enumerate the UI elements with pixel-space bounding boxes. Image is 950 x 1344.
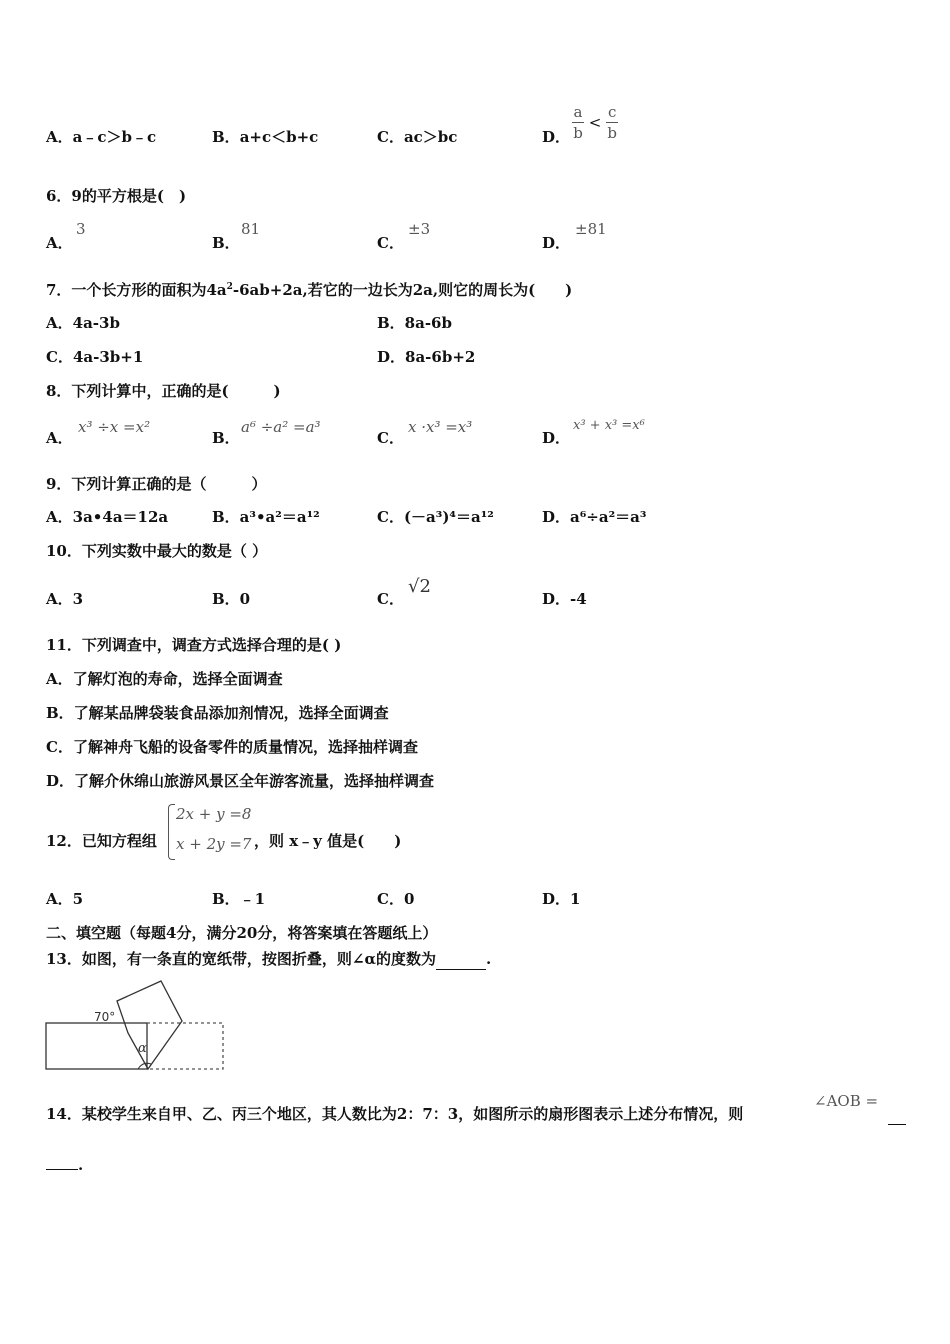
q10-option-c-math: √2 [408,576,431,597]
q11-option-d: D．了解介休绵山旅游风景区全年游客流量，选择抽样调查 [46,772,435,790]
q7-option-a: A．4a-3b [46,314,120,332]
q8-stem: 8．下列计算中，正确的是( ) [46,382,281,400]
q14-math: ∠AOB = [814,1092,879,1110]
q8-option-a-label: A． [46,429,73,447]
q10-stem: 10．下列实数中最大的数是（ ） [46,542,268,560]
q5-option-d-math: $\frac{a}{b}$ < $\frac{c}{b}$ [573,103,617,142]
q8-option-a-math: x³ ÷x =x² [78,418,151,436]
q14-stem: 14．某校学生来自甲、乙、丙三个地区，其人数比为2：7：3，如图所示的扇形图表示上述分布情况，则 [46,1105,744,1123]
q6-option-c-label: C． [377,234,404,252]
q14-answer-blank-1 [888,1124,906,1125]
q12-option-d: D．1 [542,890,581,908]
q8-option-d-label: D． [542,429,571,447]
q8-option-b-label: B． [212,429,240,447]
q6-option-b-label: B． [212,234,240,252]
q8-option-b-math: a⁶ ÷a² =a³ [241,418,321,436]
q7-option-c: C．4a-3b+1 [46,348,144,366]
q5-option-b: B．a+c＜b+c [212,128,319,146]
q11-option-a: A．了解灯泡的寿命，选择全面调查 [46,670,283,688]
q10-option-a: A．3 [46,590,84,608]
q6-option-a-math: 3 [76,220,86,238]
q12-stem-prefix: 12．已知方程组 [46,832,157,850]
q10-option-c-label: C． [377,590,404,608]
q9-stem: 9．下列计算正确的是（ ） [46,475,267,493]
q5-option-c: C．ac＞bc [377,128,458,146]
q11-stem: 11．下列调查中，调查方式选择合理的是( ) [46,636,342,654]
q14-end: . [78,1156,84,1174]
q6-option-b-math: 81 [241,220,261,238]
section2-title: 二、填空题（每题4分，满分20分，将答案填在答题纸上） [46,924,438,942]
q10-option-b: B．0 [212,590,251,608]
q12-equation-2: x + 2y =7 [176,835,252,853]
q8-option-c-label: C． [377,429,404,447]
q13-folded-strip-figure [40,975,235,1075]
q9-option-d: D．a⁶÷a²＝a³ [542,508,647,526]
q12-brace [168,804,175,860]
q12-stem-suffix: ，则 x﹣y 值是( ) [254,832,402,850]
q8-option-c-math: x ·x³ =x³ [408,418,473,436]
q9-option-a: A．3a•4a＝12a [46,508,169,526]
q13-stem: 13．如图，有一条直的宽纸带，按图折叠，则∠α的度数为 . [46,950,492,968]
q6-stem: 6．9的平方根是( ) [46,187,187,205]
q9-option-c: C．(－a³)⁴＝a¹² [377,508,494,526]
q5-option-d-label: D． [542,128,571,146]
q6-option-d-label: D． [542,234,571,252]
q14-answer-blank-2 [46,1169,78,1170]
q9-option-b: B．a³•a²＝a¹² [212,508,320,526]
q7-stem: 7．一个长方形的面积为$4a^2-6ab+2a$,若它的一边长为2a,则它的周长为( ) [46,281,573,299]
q13-angle-70-label: 70° [94,1010,116,1024]
q11-option-c: C．了解神舟飞船的设备零件的质量情况，选择抽样调查 [46,738,418,756]
q12-equation-1: 2x + y =8 [176,805,252,823]
q6-option-c-math: ±3 [408,220,431,238]
q6-option-d-math: ±81 [575,220,607,238]
q7-option-b: B．8a-6b [377,314,452,332]
q11-option-b: B．了解某品牌袋装食品添加剂情况，选择全面调查 [46,704,389,722]
q12-option-a: A．5 [46,890,84,908]
q12-option-c: C．0 [377,890,415,908]
q12-option-b: B．﹣1 [212,890,266,908]
q5-option-a: A．a﹣c＞b﹣c [46,128,157,146]
q10-option-d: D．-4 [542,590,587,608]
q13-alpha-label: α [138,1041,147,1056]
q6-option-a-label: A． [46,234,73,252]
q7-option-d: D．8a-6b+2 [377,348,476,366]
q8-option-d-math: x³ + x³ =x⁶ [573,418,645,433]
